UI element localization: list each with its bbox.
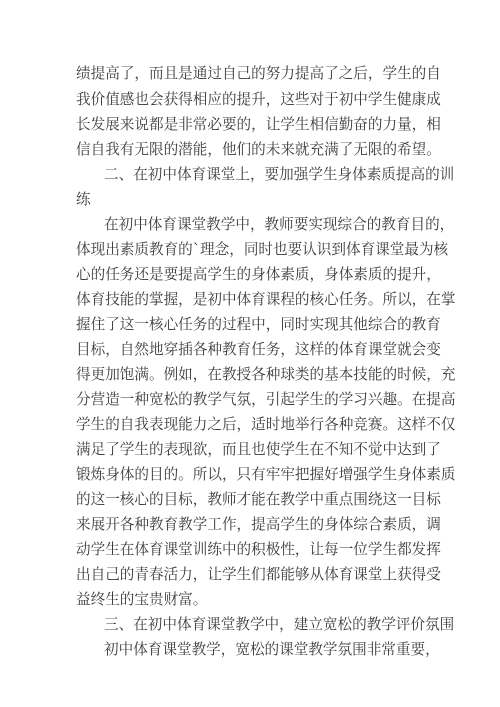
paragraph-line: 出自己的青春活力，让学生们都能够从体育课堂上获得受 (76, 566, 441, 583)
paragraph-line: 来展开各种教育教学工作，提高学生的身体综合素质，调 (76, 516, 441, 533)
paragraph-line: 心的任务还是要提高学生的身体素质，身体素质的提升， (76, 266, 441, 283)
paragraph-line: 初中体育课堂教学，宽松的课堂教学氛围非常重要， (104, 641, 440, 658)
paragraph-line: 绩提高了，而且是通过自己的努力提高了之后，学生的自 (76, 65, 441, 82)
paragraph-line: 我价值感也会获得相应的提升，这些对于初中学生健康成 (76, 91, 441, 108)
paragraph-line: 动学生在体育课堂训练中的积极性，让每一位学生都发挥 (76, 541, 441, 558)
paragraph-line: 目标，自然地穿插各种教育任务，这样的体育课堂就会变 (76, 341, 441, 358)
section-heading: 三、在初中体育课堂教学中，建立宽松的教学评价氛围 (104, 616, 455, 633)
paragraph-line: 握住了这一核心任务的过程中，同时实现其他综合的教育 (76, 316, 441, 333)
paragraph-line: 分营造一种宽松的教学气氛，引起学生的学习兴趣。在提高 (76, 391, 456, 408)
paragraph-line: 体现出素质教育的`理念，同时也要认识到体育课堂最为核 (76, 241, 449, 258)
paragraph-line: 信自我有无限的潜能，他们的未来就充满了无限的希望。 (76, 141, 441, 158)
paragraph-line: 满足了学生的表现欲，而且也使学生在不知不觉中达到了 (76, 441, 441, 458)
section-heading-continuation: 练 (76, 191, 91, 208)
paragraph-line: 学生的自我表现能力之后，适时地举行各种竞赛。这样不仅 (76, 416, 456, 433)
paragraph-line: 益终生的宝贵财富。 (76, 591, 208, 608)
paragraph-line: 长发展来说都是非常必要的，让学生相信勤奋的力量，相 (76, 116, 441, 133)
paragraph-line: 得更加饱满。例如，在教授各种球类的基本技能的时候，充 (76, 366, 456, 383)
paragraph-line: 锻炼身体的目的。所以，只有牢牢把握好增强学生身体素质 (76, 466, 456, 483)
section-heading: 二、在初中体育课堂上，要加强学生身体素质提高的训 (104, 166, 455, 183)
paragraph-line: 体育技能的掌握，是初中体育课程的核心任务。所以，在掌 (76, 291, 456, 308)
paragraph-line: 在初中体育课堂教学中，教师要实现综合的教育目的， (104, 216, 455, 233)
paragraph-line: 的这一核心的目标，教师才能在教学中重点围绕这一目标 (76, 491, 441, 508)
